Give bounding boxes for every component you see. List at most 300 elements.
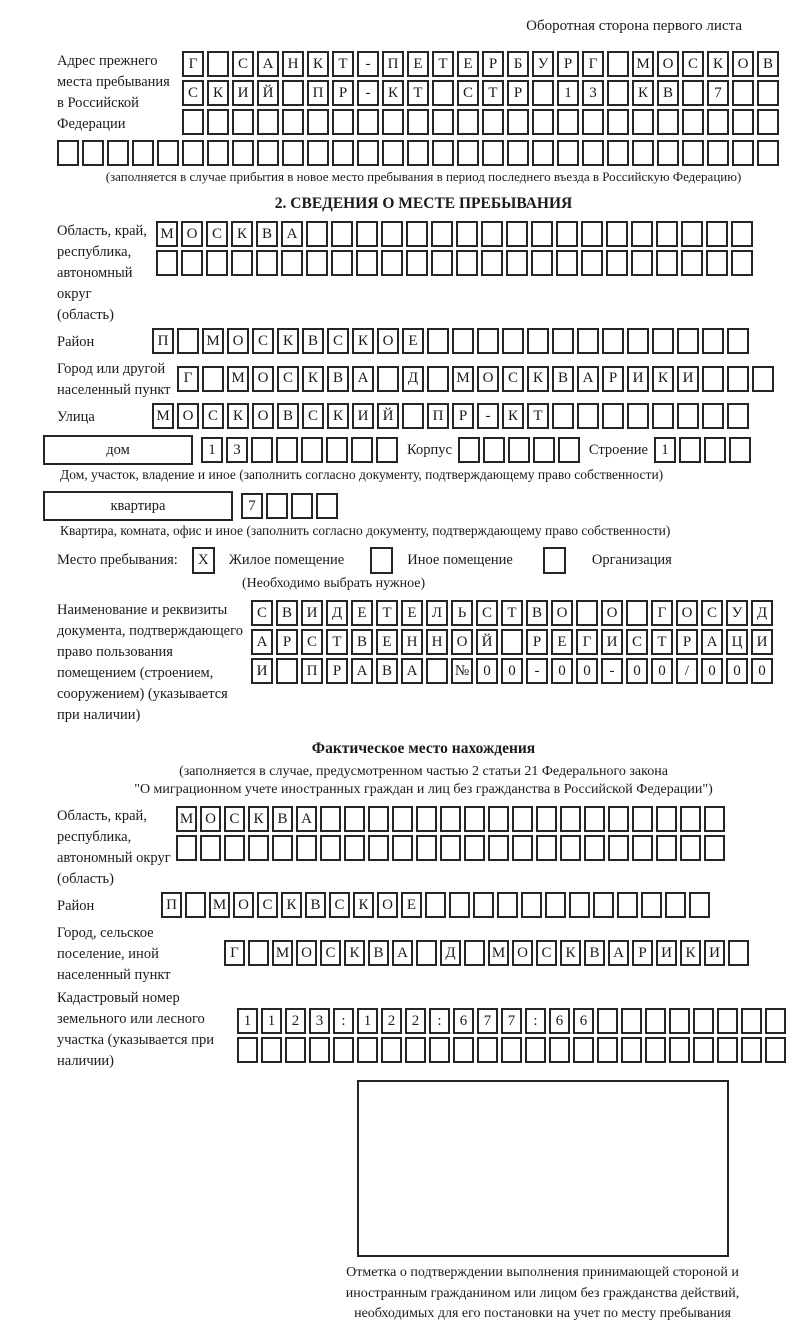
form-cell[interactable]: Е [457, 51, 479, 77]
form-cell[interactable] [256, 250, 278, 276]
form-cell[interactable] [272, 835, 293, 861]
form-cell[interactable] [582, 109, 604, 135]
form-cell[interactable]: К [302, 366, 324, 392]
form-cell[interactable] [357, 109, 379, 135]
form-cell[interactable] [607, 140, 629, 166]
form-cell[interactable] [456, 250, 478, 276]
form-cell[interactable] [440, 835, 461, 861]
form-cell[interactable]: С [536, 940, 557, 966]
form-cell[interactable]: К [307, 51, 329, 77]
form-cell[interactable]: К [227, 403, 249, 429]
form-cell[interactable]: Р [276, 629, 298, 655]
form-cell[interactable] [531, 250, 553, 276]
form-cell[interactable]: Т [651, 629, 673, 655]
form-cell[interactable]: 1 [557, 80, 579, 106]
form-cell[interactable] [584, 835, 605, 861]
form-cell[interactable] [602, 328, 624, 354]
form-cell[interactable] [552, 328, 574, 354]
form-cell[interactable] [440, 806, 461, 832]
form-cell[interactable] [306, 250, 328, 276]
form-cell[interactable]: К [382, 80, 404, 106]
form-cell[interactable]: 7 [707, 80, 729, 106]
form-cell[interactable]: - [357, 51, 379, 77]
form-cell[interactable] [176, 835, 197, 861]
form-cell[interactable] [427, 366, 449, 392]
form-cell[interactable] [632, 140, 654, 166]
form-cell[interactable]: В [757, 51, 779, 77]
form-cell[interactable] [536, 835, 557, 861]
form-cell[interactable] [581, 221, 603, 247]
form-cell[interactable]: № [451, 658, 473, 684]
form-cell[interactable] [507, 140, 529, 166]
form-cell[interactable] [477, 1037, 498, 1063]
form-cell[interactable] [521, 892, 542, 918]
form-cell[interactable]: Н [401, 629, 423, 655]
form-cell[interactable] [597, 1008, 618, 1034]
form-cell[interactable]: Й [377, 403, 399, 429]
form-cell[interactable] [464, 940, 485, 966]
form-cell[interactable] [560, 835, 581, 861]
form-cell[interactable] [449, 892, 470, 918]
form-cell[interactable] [291, 493, 313, 519]
form-cell[interactable]: А [701, 629, 723, 655]
form-cell[interactable] [626, 600, 648, 626]
form-cell[interactable] [57, 140, 79, 166]
form-cell[interactable] [281, 250, 303, 276]
form-cell[interactable]: О [177, 403, 199, 429]
form-cell[interactable]: С [206, 221, 228, 247]
form-cell[interactable]: : [333, 1008, 354, 1034]
form-cell[interactable]: 1 [237, 1008, 258, 1034]
form-cell[interactable] [682, 109, 704, 135]
form-cell[interactable]: 7 [501, 1008, 522, 1034]
form-cell[interactable] [527, 328, 549, 354]
form-cell[interactable]: О [252, 403, 274, 429]
form-cell[interactable]: Т [501, 600, 523, 626]
form-cell[interactable] [402, 403, 424, 429]
form-cell[interactable]: 3 [226, 437, 248, 463]
form-cell[interactable]: К [707, 51, 729, 77]
form-cell[interactable] [731, 250, 753, 276]
form-cell[interactable] [429, 1037, 450, 1063]
form-cell[interactable] [532, 80, 554, 106]
form-cell[interactable]: / [676, 658, 698, 684]
form-cell[interactable]: К [353, 892, 374, 918]
checkbox-zhiloe[interactable]: X [192, 547, 215, 574]
form-cell[interactable] [727, 366, 749, 392]
form-cell[interactable]: С [682, 51, 704, 77]
form-cell[interactable] [501, 629, 523, 655]
form-cell[interactable] [608, 806, 629, 832]
form-cell[interactable] [665, 892, 686, 918]
form-cell[interactable]: И [751, 629, 773, 655]
form-cell[interactable]: Г [582, 51, 604, 77]
form-cell[interactable] [331, 250, 353, 276]
form-cell[interactable] [458, 437, 480, 463]
form-cell[interactable] [296, 835, 317, 861]
form-cell[interactable] [502, 328, 524, 354]
form-cell[interactable] [681, 250, 703, 276]
form-cell[interactable] [752, 366, 774, 392]
form-cell[interactable] [332, 140, 354, 166]
form-cell[interactable] [729, 437, 751, 463]
form-cell[interactable]: Е [402, 328, 424, 354]
form-cell[interactable] [606, 250, 628, 276]
form-cell[interactable]: В [584, 940, 605, 966]
form-cell[interactable]: С [301, 629, 323, 655]
form-cell[interactable] [452, 328, 474, 354]
form-cell[interactable]: К [327, 403, 349, 429]
form-cell[interactable] [416, 806, 437, 832]
form-cell[interactable] [532, 109, 554, 135]
form-cell[interactable] [427, 328, 449, 354]
form-cell[interactable] [481, 221, 503, 247]
form-cell[interactable]: Г [576, 629, 598, 655]
form-cell[interactable] [506, 221, 528, 247]
form-cell[interactable]: Н [282, 51, 304, 77]
form-cell[interactable] [693, 1008, 714, 1034]
form-cell[interactable]: В [256, 221, 278, 247]
form-cell[interactable]: А [401, 658, 423, 684]
form-cell[interactable]: К [502, 403, 524, 429]
form-cell[interactable] [320, 835, 341, 861]
form-cell[interactable] [407, 140, 429, 166]
form-cell[interactable]: Т [332, 51, 354, 77]
form-cell[interactable] [627, 403, 649, 429]
form-cell[interactable] [556, 221, 578, 247]
checkbox-inoe[interactable] [370, 547, 393, 574]
form-cell[interactable] [707, 109, 729, 135]
form-cell[interactable]: 2 [405, 1008, 426, 1034]
form-cell[interactable] [581, 250, 603, 276]
form-cell[interactable] [82, 140, 104, 166]
form-cell[interactable]: К [207, 80, 229, 106]
form-cell[interactable] [248, 835, 269, 861]
form-cell[interactable] [392, 835, 413, 861]
form-cell[interactable] [741, 1008, 762, 1034]
form-cell[interactable]: 0 [551, 658, 573, 684]
form-cell[interactable]: О [377, 892, 398, 918]
form-cell[interactable]: В [272, 806, 293, 832]
form-cell[interactable] [584, 806, 605, 832]
form-cell[interactable]: Е [351, 600, 373, 626]
form-cell[interactable]: Й [476, 629, 498, 655]
form-cell[interactable]: М [452, 366, 474, 392]
form-cell[interactable]: Ь [451, 600, 473, 626]
form-cell[interactable] [368, 806, 389, 832]
form-cell[interactable] [707, 140, 729, 166]
form-cell[interactable] [453, 1037, 474, 1063]
form-cell[interactable] [206, 250, 228, 276]
form-cell[interactable]: 6 [453, 1008, 474, 1034]
form-cell[interactable]: Р [482, 51, 504, 77]
form-cell[interactable]: М [209, 892, 230, 918]
form-cell[interactable] [316, 493, 338, 519]
form-cell[interactable] [432, 109, 454, 135]
form-cell[interactable] [326, 437, 348, 463]
form-cell[interactable] [356, 250, 378, 276]
form-cell[interactable] [652, 328, 674, 354]
form-cell[interactable] [332, 109, 354, 135]
form-cell[interactable]: К [344, 940, 365, 966]
form-cell[interactable] [501, 1037, 522, 1063]
form-cell[interactable] [682, 140, 704, 166]
form-cell[interactable] [200, 835, 221, 861]
form-cell[interactable] [432, 80, 454, 106]
form-cell[interactable] [457, 109, 479, 135]
form-cell[interactable] [531, 221, 553, 247]
form-cell[interactable] [382, 109, 404, 135]
form-cell[interactable] [407, 109, 429, 135]
form-cell[interactable]: А [351, 658, 373, 684]
form-cell[interactable] [536, 806, 557, 832]
form-cell[interactable] [558, 437, 580, 463]
form-cell[interactable] [641, 892, 662, 918]
form-cell[interactable] [432, 140, 454, 166]
form-cell[interactable] [425, 892, 446, 918]
form-cell[interactable]: И [704, 940, 725, 966]
form-cell[interactable] [556, 250, 578, 276]
form-cell[interactable]: А [577, 366, 599, 392]
form-cell[interactable]: А [352, 366, 374, 392]
form-cell[interactable] [320, 806, 341, 832]
form-cell[interactable] [656, 250, 678, 276]
form-cell[interactable]: В [552, 366, 574, 392]
form-cell[interactable] [545, 892, 566, 918]
form-cell[interactable] [732, 140, 754, 166]
form-cell[interactable]: К [560, 940, 581, 966]
form-cell[interactable]: П [161, 892, 182, 918]
form-cell[interactable] [597, 1037, 618, 1063]
form-cell[interactable] [356, 221, 378, 247]
form-cell[interactable] [704, 806, 725, 832]
form-cell[interactable]: С [257, 892, 278, 918]
form-cell[interactable] [185, 892, 206, 918]
form-cell[interactable] [482, 140, 504, 166]
form-cell[interactable]: К [527, 366, 549, 392]
form-cell[interactable]: Р [452, 403, 474, 429]
form-cell[interactable] [727, 403, 749, 429]
form-cell[interactable]: Ц [726, 629, 748, 655]
form-cell[interactable] [525, 1037, 546, 1063]
form-cell[interactable] [282, 140, 304, 166]
form-cell[interactable]: 0 [626, 658, 648, 684]
form-cell[interactable]: 1 [654, 437, 676, 463]
checkbox-organizatsiya[interactable] [543, 547, 566, 574]
form-cell[interactable] [656, 221, 678, 247]
form-cell[interactable]: М [156, 221, 178, 247]
form-cell[interactable] [656, 806, 677, 832]
form-cell[interactable] [392, 806, 413, 832]
form-cell[interactable] [677, 403, 699, 429]
form-cell[interactable]: В [368, 940, 389, 966]
form-cell[interactable] [181, 250, 203, 276]
form-cell[interactable] [606, 221, 628, 247]
form-cell[interactable] [608, 835, 629, 861]
form-cell[interactable]: И [601, 629, 623, 655]
form-cell[interactable] [405, 1037, 426, 1063]
form-cell[interactable] [680, 806, 701, 832]
form-cell[interactable]: П [427, 403, 449, 429]
form-cell[interactable] [632, 806, 653, 832]
form-cell[interactable]: Е [407, 51, 429, 77]
form-cell[interactable] [657, 140, 679, 166]
form-cell[interactable]: С [302, 403, 324, 429]
form-cell[interactable] [406, 221, 428, 247]
form-cell[interactable] [560, 806, 581, 832]
form-cell[interactable]: Т [376, 600, 398, 626]
form-cell[interactable] [107, 140, 129, 166]
form-cell[interactable] [727, 328, 749, 354]
form-cell[interactable] [632, 835, 653, 861]
form-cell[interactable]: С [329, 892, 350, 918]
form-cell[interactable]: Е [551, 629, 573, 655]
form-cell[interactable]: О [233, 892, 254, 918]
form-cell[interactable]: Т [432, 51, 454, 77]
form-cell[interactable] [717, 1008, 738, 1034]
form-cell[interactable] [381, 221, 403, 247]
form-cell[interactable] [481, 250, 503, 276]
form-cell[interactable]: К [632, 80, 654, 106]
form-cell[interactable] [593, 892, 614, 918]
form-cell[interactable]: О [252, 366, 274, 392]
form-cell[interactable]: О [732, 51, 754, 77]
form-cell[interactable]: 0 [501, 658, 523, 684]
form-cell[interactable] [741, 1037, 762, 1063]
form-cell[interactable]: О [477, 366, 499, 392]
form-cell[interactable]: - [601, 658, 623, 684]
form-cell[interactable]: О [377, 328, 399, 354]
form-cell[interactable] [282, 80, 304, 106]
form-cell[interactable]: Р [557, 51, 579, 77]
form-cell[interactable] [232, 140, 254, 166]
form-cell[interactable] [757, 80, 779, 106]
form-cell[interactable]: 7 [241, 493, 263, 519]
form-cell[interactable] [301, 437, 323, 463]
form-cell[interactable]: Е [376, 629, 398, 655]
form-cell[interactable] [631, 221, 653, 247]
form-cell[interactable] [376, 437, 398, 463]
form-cell[interactable] [333, 1037, 354, 1063]
form-cell[interactable] [621, 1037, 642, 1063]
form-cell[interactable]: П [307, 80, 329, 106]
form-cell[interactable] [557, 109, 579, 135]
form-cell[interactable]: И [677, 366, 699, 392]
form-cell[interactable] [477, 328, 499, 354]
form-cell[interactable] [765, 1037, 786, 1063]
form-cell[interactable] [631, 250, 653, 276]
form-cell[interactable] [309, 1037, 330, 1063]
form-cell[interactable]: - [357, 80, 379, 106]
form-cell[interactable] [368, 835, 389, 861]
form-cell[interactable]: А [281, 221, 303, 247]
form-cell[interactable] [569, 892, 590, 918]
form-cell[interactable]: У [726, 600, 748, 626]
form-cell[interactable]: Е [401, 892, 422, 918]
form-cell[interactable] [577, 328, 599, 354]
form-cell[interactable] [431, 221, 453, 247]
form-cell[interactable] [681, 221, 703, 247]
form-cell[interactable] [306, 221, 328, 247]
form-cell[interactable]: О [657, 51, 679, 77]
form-cell[interactable] [157, 140, 179, 166]
form-cell[interactable]: А [296, 806, 317, 832]
form-cell[interactable]: 6 [549, 1008, 570, 1034]
form-cell[interactable] [506, 250, 528, 276]
form-cell[interactable]: В [376, 658, 398, 684]
form-cell[interactable] [607, 80, 629, 106]
form-cell[interactable] [702, 403, 724, 429]
form-cell[interactable] [632, 109, 654, 135]
form-cell[interactable]: Е [401, 600, 423, 626]
form-cell[interactable]: 0 [651, 658, 673, 684]
form-cell[interactable] [704, 835, 725, 861]
form-cell[interactable]: О [676, 600, 698, 626]
form-cell[interactable]: К [652, 366, 674, 392]
form-cell[interactable] [182, 109, 204, 135]
form-cell[interactable] [276, 658, 298, 684]
form-cell[interactable] [702, 366, 724, 392]
form-cell[interactable]: С [476, 600, 498, 626]
form-cell[interactable] [331, 221, 353, 247]
form-cell[interactable]: М [176, 806, 197, 832]
form-cell[interactable]: О [601, 600, 623, 626]
form-cell[interactable] [132, 140, 154, 166]
form-cell[interactable] [656, 835, 677, 861]
form-cell[interactable] [717, 1037, 738, 1063]
form-cell[interactable] [645, 1008, 666, 1034]
form-cell[interactable] [532, 140, 554, 166]
form-cell[interactable] [344, 835, 365, 861]
form-cell[interactable]: 0 [476, 658, 498, 684]
form-cell[interactable] [416, 835, 437, 861]
form-cell[interactable]: 0 [726, 658, 748, 684]
form-cell[interactable]: Т [326, 629, 348, 655]
form-cell[interactable] [207, 51, 229, 77]
form-cell[interactable] [552, 403, 574, 429]
form-cell[interactable] [765, 1008, 786, 1034]
form-cell[interactable] [657, 109, 679, 135]
form-cell[interactable]: В [305, 892, 326, 918]
form-cell[interactable] [382, 140, 404, 166]
form-cell[interactable] [381, 250, 403, 276]
form-cell[interactable] [607, 109, 629, 135]
form-cell[interactable] [557, 140, 579, 166]
form-cell[interactable]: Й [257, 80, 279, 106]
form-cell[interactable]: А [392, 940, 413, 966]
form-cell[interactable]: П [382, 51, 404, 77]
form-cell[interactable] [706, 250, 728, 276]
form-cell[interactable]: О [200, 806, 221, 832]
form-cell[interactable]: О [181, 221, 203, 247]
form-cell[interactable] [549, 1037, 570, 1063]
form-cell[interactable]: М [632, 51, 654, 77]
form-cell[interactable]: О [296, 940, 317, 966]
form-cell[interactable]: И [627, 366, 649, 392]
form-cell[interactable] [669, 1008, 690, 1034]
form-cell[interactable] [426, 658, 448, 684]
form-cell[interactable]: В [302, 328, 324, 354]
form-cell[interactable]: 2 [285, 1008, 306, 1034]
form-cell[interactable] [357, 140, 379, 166]
form-cell[interactable]: Д [326, 600, 348, 626]
form-cell[interactable] [482, 109, 504, 135]
form-cell[interactable]: В [526, 600, 548, 626]
form-cell[interactable]: В [276, 600, 298, 626]
form-cell[interactable]: М [488, 940, 509, 966]
form-cell[interactable]: П [152, 328, 174, 354]
form-cell[interactable]: И [232, 80, 254, 106]
